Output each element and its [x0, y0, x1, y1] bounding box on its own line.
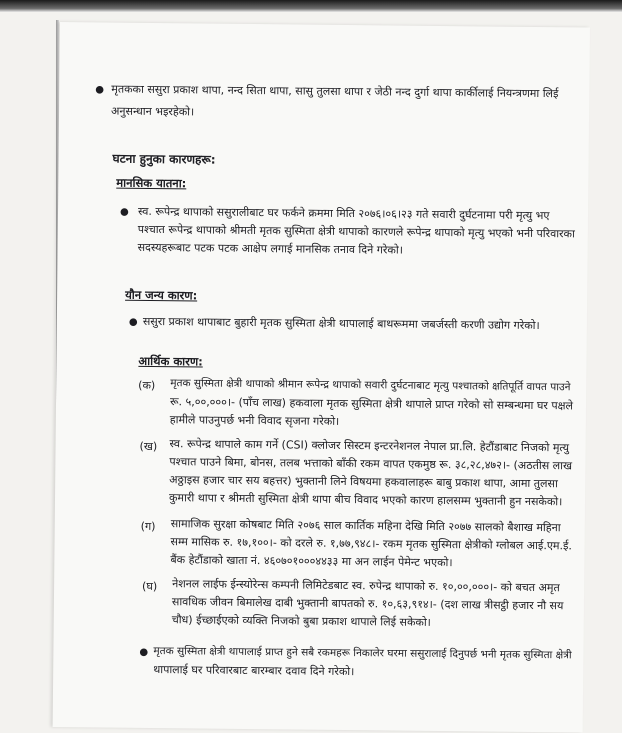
bullet-icon: ● — [95, 84, 105, 96]
item-kha-line-1: स्व. रूपेन्द्र थापाले काम गर्ने (CSI) क्लोजर सिस्टम इन्टरनेशनल नेपाल प्रा.लि. हेटौंडाबाट निजको मृत्यु — [169, 437, 570, 455]
document-page — [53, 22, 590, 733]
intro-line-1: मृतकका ससुरा प्रकाश थापा, नन्द सिता थापा, सासु तुलसा थापा र जेठी नन्द दुर्गा थापा कार्कीलाई नियन्त्रणमा लिई — [111, 82, 559, 101]
item-kha-line-3: अठ्ठाइस हजार चार सय बहत्तर) भुक्तानी लिने विषयमा हकवालाहरू बाबु प्रकाश थापा, आमा तुलसा — [169, 473, 558, 491]
economic-heading: आर्थिक कारण: — [138, 353, 203, 369]
final-line-1: मृतक सुस्मिता क्षेत्री थापालाई प्राप्त हुने सबै रकमहरू निकालेर घरमा ससुरालाई दिनुपर्छ भनी मृतक सुस्मिता क्षेत्री — [153, 645, 572, 662]
item-ga-line-2: सम्म मासिक रु. १७,१००।- को दरले रु. १,७७,९४८।- रकम मृतक सुस्मिता क्षेत्रीको ग्लोबल आई.एम.ई. — [170, 535, 572, 553]
item-gha-line-2: सावधिक जीवन बिमालेख दाबी भुक्तानी बापतको रु. १०,६३,९१४।- (दश लाख त्रीसट्ठी हजार नौ सय — [171, 595, 564, 613]
item-label-ga: (ग) — [140, 519, 156, 534]
mental-line-1: स्व. रूपेन्द्र थापाको ससुरालीबाट घर फर्कने क्रममा मिति २०७६।०६।२३ गते सवारी दुर्घटनामा परी मृत्यु भए — [137, 204, 550, 223]
mental-line-2: पश्चात रूपेन्द्र थापाको श्रीमती मृतक सुस्मिता क्षेत्री थापाको कारणले रूपेन्द्र थापाको मृत्यु भएको भनी परिवारका — [137, 222, 575, 241]
item-gha-line-1: नेशनल लाईफ ईन्स्योरेन्स कम्पनी लिमिटेडबाट स्व. रुपेन्द्र थापाको रु. १०,००,०००।- को बचत अमृत — [172, 577, 560, 595]
item-kha-line-2: पश्चात पाउने बिमा, बोनस, तलब भत्ताको बाँकी रकम वापत एकमुष्ठ रू. ३८,२८,४७२।- (अठतीस लाख — [169, 455, 573, 473]
sexual-line: ससुरा प्रकाश थापाबाट बुहारी मृतक सुस्मिता क्षेत्री थापालाई बाथरूममा जबर्जस्ती करणी उद्योग गरेको। — [142, 314, 540, 333]
mental-line-3: सदस्यहरूबाट पटक पटक आक्षेप लगाई मानसिक तनाव दिने गरेको। — [137, 240, 403, 257]
causes-heading: घटना हुनुका कारणहरू: — [112, 151, 216, 167]
sexual-heading: यौन जन्य कारण: — [125, 287, 198, 303]
intro-line-2: अनुसन्धान भइरहेको। — [111, 104, 195, 119]
item-ka-line-1: मृतक सुस्मिता क्षेत्री थापाको श्रीमान रूपेन्द्र थापाको सवारी दुर्घटनाबाट मृत्यु पश्चातको क्षतिपूर्ति वापत पाउने — [170, 377, 571, 394]
item-gha-line-3: चौध) ईच्छाईएको व्यक्ति निजको बुबा प्रकाश थापाले लिई सकेको। — [171, 613, 431, 629]
item-label-ka: (क) — [138, 378, 156, 393]
item-kha-line-4: कुमारी थापा र श्रीमती सुस्मिता क्षेत्री थापा बीच विवाद भएको कारण हालसम्म भुक्तानी हुन नसकेको। — [168, 491, 563, 509]
bullet-icon: ● — [119, 206, 129, 218]
item-label-gha: (घ) — [142, 579, 158, 594]
final-line-2: थापालाई घर परिवारबाट बारम्बार दवाव दिने गरेको। — [153, 663, 355, 679]
item-label-kha: (ख) — [139, 439, 158, 454]
item-ga-line-3: बैंक हेटौंडाको खाता नं. ४६०७०१०००४४३३ मा अन लाईन पेमेन्ट भएको। — [170, 553, 453, 570]
scan-top-strip — [0, 0, 622, 12]
mental-heading: मानसिक यातना: — [116, 175, 187, 191]
bullet-icon: ● — [139, 646, 149, 658]
item-ga-line-1: सामाजिक सुरक्षा कोषबाट मिति २०७६ साल कार्तिक महिना देखि मिति २०७७ सालको बैशाख महिना — [170, 517, 561, 535]
bullet-icon: ● — [128, 316, 138, 328]
item-ka-line-2: रू. ५,००,०००।- (पाँच लाख) हकवाला मृतक सुस्मिता क्षेत्री थापाले प्राप्त गरेको सो सम्बन्धमा घर पक्षले — [169, 395, 574, 413]
item-ka-line-3: हामीले पाउनुपर्छ भनी विवाद सृजना गरेको। — [169, 413, 340, 428]
